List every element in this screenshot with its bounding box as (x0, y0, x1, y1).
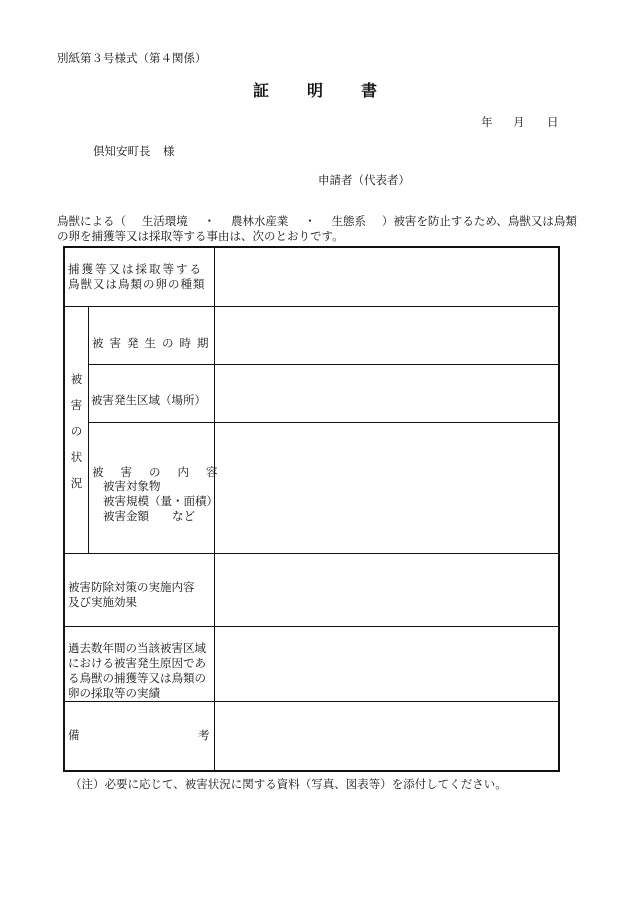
history-label: 過去数年間の当該被害区域 における被害発生原因であ る鳥獣の捕獲等又は鳥類の 卵の採取等の実績 (68, 641, 206, 700)
intro-separator: ・ (203, 214, 216, 228)
damage-content-item: 被害金額 など (103, 509, 195, 523)
row-divider (65, 553, 558, 554)
addressee-name: 倶知安町長 (93, 144, 151, 158)
remarks-label-second: 考 (198, 728, 210, 742)
intro-option-living: 生活環境 (141, 214, 188, 228)
intro-part: ）被害を防止するため、鳥獣又は鳥類 (381, 214, 577, 228)
row-divider (65, 701, 558, 702)
row-divider (65, 306, 558, 307)
damage-content-items (103, 479, 218, 524)
date-day-label: 日 (547, 115, 559, 129)
intro-separator: ・ (304, 214, 316, 228)
damage-content-item: 被害対象物 (103, 479, 161, 493)
species-label: 捕獲等又は採取等する 鳥獣又は鳥類の卵の種類 (68, 262, 206, 291)
intro-option-agriculture: 農林水産業 (230, 214, 289, 228)
footer-note: （注）必要に応じて、被害状況に関する資料（写真、図表等）を添付してください。 (70, 777, 507, 791)
form-label: 別紙第３号様式（第４関係） (57, 51, 207, 65)
countermeasure-label: 被害防除対策の実施内容 及び実施効果 (68, 580, 195, 609)
damage-status-vertical-label: 被 害 の 状 況 (70, 371, 83, 490)
subcolumn-divider (88, 306, 89, 553)
addressee-honorific: 様 (163, 144, 175, 158)
damage-time-label: 被害発生の時期 (92, 336, 215, 350)
intro-line-2: の卵を捕獲等又は採取等する事由は、次のとおりです。 (57, 229, 344, 243)
certificate-table (63, 246, 560, 772)
intro-line-1 (57, 214, 577, 229)
applicant-label: 申請者（代表者） (318, 173, 410, 187)
row-divider (65, 626, 558, 627)
remarks-label-first: 備 (68, 728, 80, 742)
date-month-label: 月 (513, 115, 525, 129)
damage-content-label: 被害の内容 (92, 465, 235, 479)
intro-part: 鳥獣による（ (57, 214, 126, 228)
date-year-label: 年 (481, 115, 493, 129)
document-title: 証明書 (252, 81, 415, 100)
intro-paragraph (57, 214, 577, 244)
damage-area-label: 被害発生区域（場所） (91, 393, 206, 407)
intro-option-ecosystem: 生態系 (331, 214, 367, 228)
damage-content-item: 被害規模（量・面積） (103, 494, 218, 508)
row-divider (88, 422, 558, 423)
row-divider (88, 364, 558, 365)
